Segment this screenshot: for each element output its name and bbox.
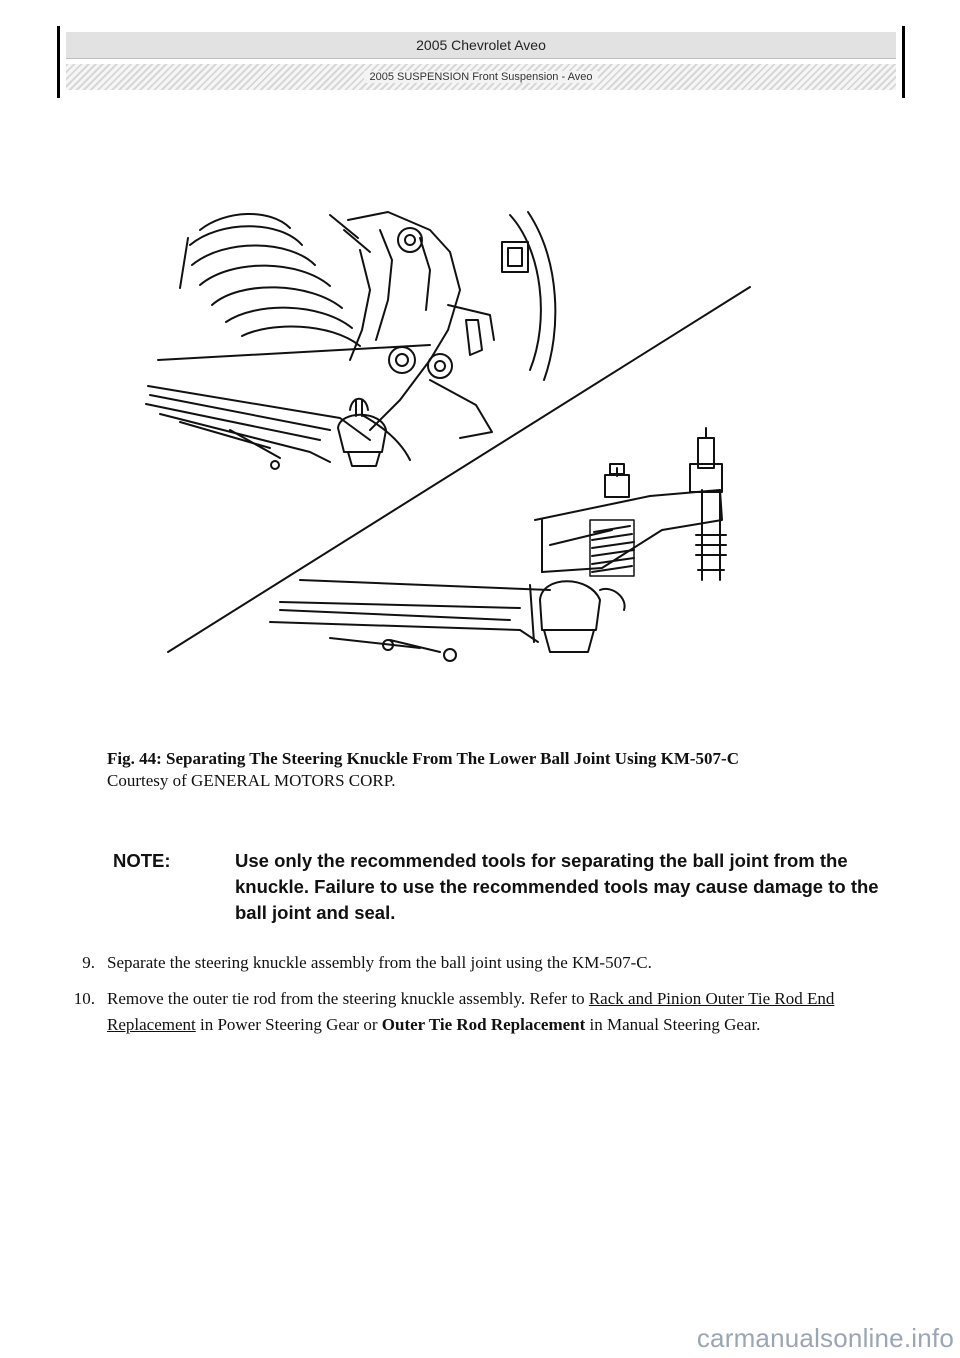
document-title: 2005 Chevrolet Aveo [66,32,896,59]
watermark: carmanualsonline.info [696,1323,954,1353]
note-text: Use only the recommended tools for separating the ball joint from the knuckle. Failure to use the recommended tools may cause damage to the ball joint and seal. [235,850,879,923]
list-item [55,986,900,1038]
step-number: 9. [82,953,95,972]
step-bold-ref: Outer Tie Rod Replacement [381,1015,586,1034]
step-text: in Power Steering Gear or [195,1015,382,1034]
procedure-steps [55,950,900,1038]
tie-rod-replacement-link[interactable]: Rack and Pinion Outer Tie Rod End Replacement [107,989,835,1034]
step-text: Separate the steering knuckle assembly from the ball joint using the KM-507-C. [107,953,652,972]
note-label: NOTE: [113,850,171,871]
figure-illustration [130,190,770,680]
document-subtitle-text: 2005 SUSPENSION Front Suspension - Aveo [364,71,599,83]
page-header [57,26,905,98]
document-subtitle [66,64,896,90]
figure-title: Fig. 44: Separating The Steering Knuckle From The Lower Ball Joint Using KM-507-C [107,749,739,768]
step-text: in Manual Steering Gear. [585,1015,761,1034]
list-item [55,950,900,976]
figure-caption [107,748,897,792]
step-number: 10. [73,989,95,1008]
figure-courtesy: Courtesy of GENERAL MOTORS CORP. [107,771,396,790]
step-text: Remove the outer tie rod from the steering knuckle assembly. Refer to [107,989,589,1008]
